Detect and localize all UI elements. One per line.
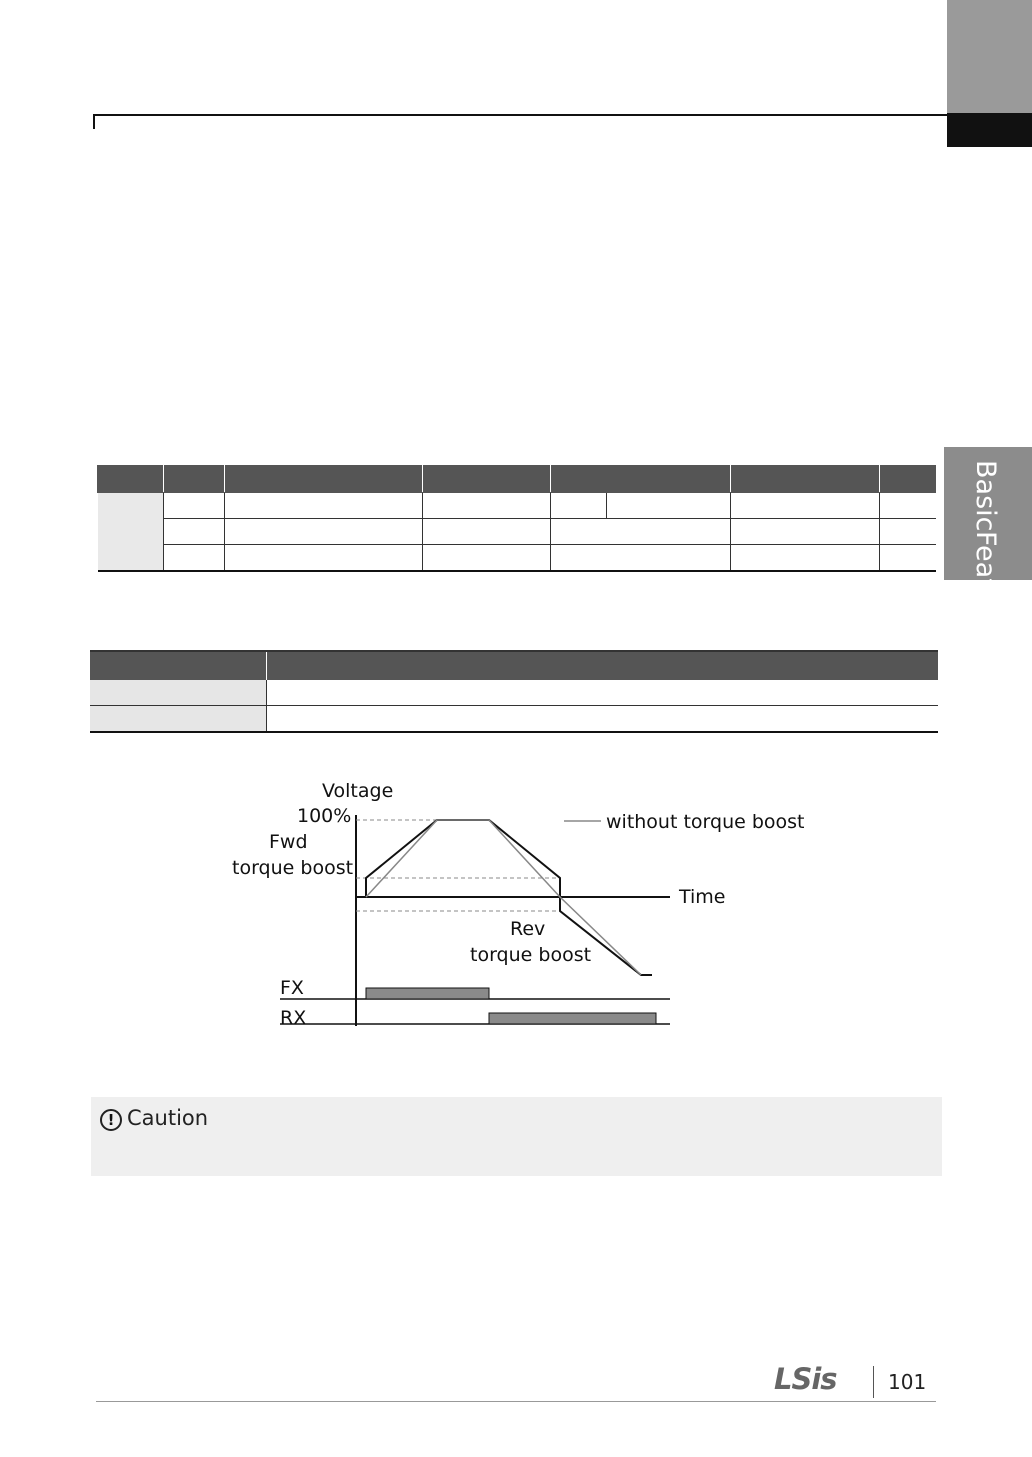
table-cell bbox=[423, 545, 551, 572]
voltage-label: Voltage bbox=[322, 780, 394, 802]
table-cell bbox=[880, 519, 936, 545]
header-rule bbox=[93, 114, 947, 116]
table-cell bbox=[164, 519, 225, 545]
header-cell bbox=[880, 465, 936, 493]
table-cell bbox=[731, 519, 880, 545]
table-cell bbox=[607, 493, 731, 519]
table-cell bbox=[423, 519, 551, 545]
table-header-row bbox=[98, 465, 936, 493]
table-cell bbox=[90, 706, 266, 733]
table-cell bbox=[731, 493, 880, 519]
rx-pulse bbox=[489, 1013, 656, 1024]
rev-label: Rev bbox=[510, 918, 546, 940]
table-cell bbox=[551, 545, 731, 572]
caution-box bbox=[91, 1097, 942, 1176]
header-cell bbox=[90, 651, 266, 680]
exclamation-icon: ! bbox=[100, 1109, 122, 1131]
fx-label: FX bbox=[280, 977, 304, 999]
table-row bbox=[90, 706, 938, 733]
table-cell bbox=[423, 493, 551, 519]
fx-pulse bbox=[366, 988, 489, 999]
fwd-label: Fwd bbox=[269, 831, 308, 853]
chapter-tab-top bbox=[947, 0, 1032, 113]
setting-table bbox=[90, 650, 938, 733]
torque-boost-diagram bbox=[225, 770, 815, 1040]
footer-separator bbox=[873, 1366, 874, 1398]
table-cell bbox=[164, 545, 225, 572]
header-cell bbox=[423, 465, 551, 493]
fwd-boost-label: torque boost bbox=[232, 857, 354, 879]
table-cell bbox=[880, 493, 936, 519]
table-cell bbox=[225, 545, 423, 572]
header-cell bbox=[98, 465, 164, 493]
header-cell bbox=[731, 465, 880, 493]
legend-label: without torque boost bbox=[606, 811, 805, 833]
table-cell bbox=[880, 545, 936, 572]
table-header-row bbox=[90, 651, 938, 680]
header-cell bbox=[266, 651, 938, 680]
section-side-tab-label bbox=[946, 460, 1001, 648]
rx-label: RX bbox=[280, 1007, 307, 1029]
table-cell bbox=[90, 680, 266, 706]
header-cell bbox=[164, 465, 225, 493]
side-tab-line-1: Basic bbox=[970, 460, 1001, 532]
footer-rule bbox=[96, 1401, 936, 1402]
time-label: Time bbox=[679, 886, 726, 908]
parameter-table bbox=[97, 465, 936, 572]
table-row bbox=[90, 680, 938, 706]
percent-label: 100% bbox=[297, 805, 352, 827]
table-row bbox=[98, 493, 936, 519]
side-tab-line-2: Features bbox=[970, 531, 1001, 648]
table-cell bbox=[266, 680, 938, 706]
table-cell bbox=[225, 493, 423, 519]
header-cell bbox=[225, 465, 423, 493]
table-cell bbox=[551, 493, 607, 519]
table-row bbox=[98, 545, 936, 572]
page-number: 101 bbox=[888, 1370, 927, 1394]
table-cell bbox=[551, 519, 731, 545]
company-logo: LSis bbox=[774, 1362, 837, 1396]
chapter-tab-marker bbox=[947, 113, 1032, 147]
rev-boost-label: torque boost bbox=[470, 944, 592, 966]
table-cell bbox=[731, 545, 880, 572]
table-cell bbox=[225, 519, 423, 545]
caution-title: Caution bbox=[127, 1106, 209, 1130]
header-rule-tick bbox=[93, 114, 95, 129]
table-row bbox=[98, 519, 936, 545]
header-cell bbox=[551, 465, 731, 493]
group-cell bbox=[98, 493, 164, 572]
table-cell bbox=[164, 493, 225, 519]
table-cell bbox=[266, 706, 938, 733]
